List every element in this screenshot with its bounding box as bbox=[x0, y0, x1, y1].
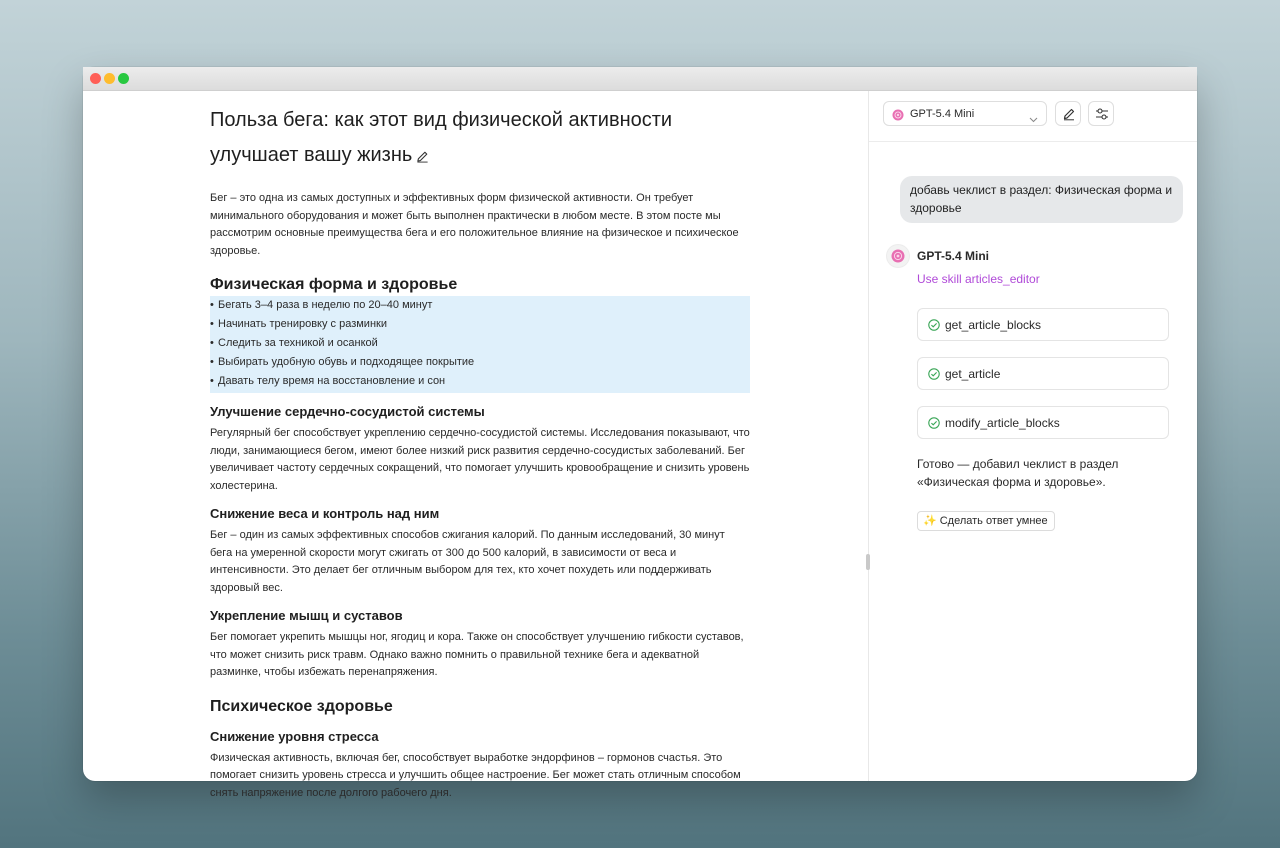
smarter-answer-button[interactable]: ✨ Сделать ответ умнее bbox=[917, 511, 1055, 531]
paragraph-stress[interactable]: Физическая активность, включая бег, способствует выработке эндорфинов – гормонов счастья. Это помогает снизить уровень стресса и улучшить общее настроение. Бег может стать отличным способом снять напряжение после долгого рабочего дня. bbox=[210, 751, 741, 799]
pink-orb-icon bbox=[892, 108, 904, 126]
tool-call-get-article[interactable] bbox=[917, 357, 1169, 390]
assistant-answer: Готово — добавил чеклист в раздел «Физическая форма и здоровье». bbox=[917, 457, 1119, 489]
section-heading-mental[interactable]: Психическое здоровье bbox=[210, 697, 393, 715]
assistant-name: GPT-5.4 Mini bbox=[917, 249, 990, 263]
subheading-muscles[interactable]: Укрепление мышц и суставов bbox=[210, 608, 403, 623]
sparkles-icon: ✨ bbox=[923, 515, 937, 527]
checklist-item[interactable]: • Начинать тренировку с разминки bbox=[210, 318, 387, 330]
subheading-stress[interactable]: Снижение уровня стресса bbox=[210, 728, 379, 744]
skill-link[interactable]: Use skill articles_editor bbox=[917, 272, 1040, 286]
paragraph-muscles[interactable]: Бег помогает укрепить мышцы ног, ягодиц и кора. Также он способствует улучшению гибкости суставов, что может снизить риск травм. Однако важно помнить о правильной технике бега и адекватной разминке, чтобы избежать перенапряжения. bbox=[210, 631, 744, 678]
chat-header bbox=[869, 91, 1197, 142]
checklist-item[interactable]: • Бегать 3–4 раза в неделю по 20–40 минут bbox=[210, 299, 433, 311]
app-window bbox=[83, 67, 1197, 799]
subheading-weight[interactable]: Снижение веса и контроль над ним bbox=[210, 506, 440, 521]
minimize-window-button[interactable] bbox=[104, 73, 115, 84]
tool-call-modify-article-blocks[interactable] bbox=[917, 406, 1169, 439]
pencil-icon[interactable] bbox=[416, 140, 429, 175]
chat-panel bbox=[869, 91, 1197, 781]
paragraph-cardio[interactable]: Регулярный бег способствует укреплению сердечно-сосудистой системы. Исследования показывают, что люди, занимающиеся бегом, имеют более низкий риск развития сердечно-сосудистых заболеваний. Бег увеличивает частоту сердечных сокращений, что помогает улучшить кровообращение и снизить уровень холестерина. bbox=[210, 427, 750, 492]
settings-button[interactable] bbox=[1088, 101, 1114, 126]
article-intro[interactable]: Бег – это одна из самых доступных и эффективных форм физической активности. Он требует минимального оборудования и может быть выполнен практически в любом месте. В этом посте мы рассмотрим основные преимущества бега и его положительное влияние на физическое и психическое здоровье. bbox=[210, 192, 739, 257]
edit-button[interactable] bbox=[1055, 101, 1081, 126]
model-select-label: GPT-5.4 Mini bbox=[910, 108, 975, 120]
checklist-item[interactable]: • Выбирать удобную обувь и подходящее покрытие bbox=[210, 356, 475, 368]
assistant-avatar bbox=[887, 245, 909, 267]
title-bar bbox=[83, 67, 1197, 91]
checklist-item[interactable]: • Следить за техникой и осанкой bbox=[210, 337, 378, 349]
chevron-down-icon bbox=[1029, 110, 1038, 128]
close-window-button[interactable] bbox=[90, 73, 101, 84]
article-editor bbox=[83, 91, 868, 799]
paragraph-weight[interactable]: Бег – один из самых эффективных способов сжигания калорий. По данным исследований, 30 минут бега на умеренной скорости могут сжигать от 300 до 500 калорий, в зависимости от веса и интенсивности. Это делает бег отличным выбором для тех, кто хочет похудеть или поддерживать здоровый вес. bbox=[210, 529, 725, 594]
user-message: добавь чеклист в раздел: Физическая форма и здоровье bbox=[900, 176, 1183, 223]
maximize-window-button[interactable] bbox=[118, 73, 129, 84]
checklist-item[interactable]: • Давать телу время на восстановление и сон bbox=[210, 375, 446, 387]
tool-call-name: get_article_blocks bbox=[945, 318, 1042, 332]
subheading-cardio[interactable]: Улучшение сердечно-сосудистой системы bbox=[210, 404, 485, 419]
article-content bbox=[210, 91, 750, 802]
tool-call-name: modify_article_blocks bbox=[945, 416, 1060, 430]
tool-call-name: get_article bbox=[945, 367, 1001, 381]
section-heading-fitness[interactable]: Физическая форма и здоровье bbox=[210, 276, 458, 293]
model-select[interactable] bbox=[883, 101, 1047, 126]
checklist-block[interactable] bbox=[210, 296, 750, 393]
tool-call-get-article-blocks[interactable] bbox=[917, 308, 1169, 341]
article-title[interactable]: Польза бега: как этот вид физической активности улучшает вашу жизнь bbox=[210, 103, 750, 175]
